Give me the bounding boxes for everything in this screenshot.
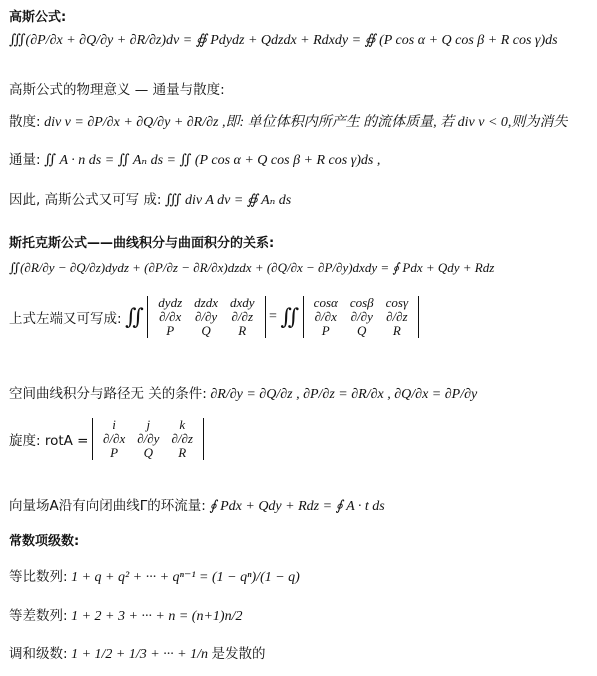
matrix-cell: Q <box>201 323 211 338</box>
geometric-label: 等比数列: <box>9 569 68 585</box>
flux-label: 通量: <box>9 152 41 168</box>
matrix-left <box>147 296 265 338</box>
matrix-cell: cosβ <box>349 295 374 310</box>
gauss-formula: ∭(∂P/∂x + ∂Q/∂y + ∂R/∂z)dv = ∯ Pdydz + Qdzdx + Rdxdy = ∯ (P cos α + Q cos β + R cos γ)ds <box>9 33 558 48</box>
gauss-meaning: 高斯公式的物理意义 — 通量与散度: <box>9 82 225 98</box>
matrix-cell: dydz <box>158 295 183 310</box>
matrix-cell: P <box>110 445 119 460</box>
stokes-rewrite-label: 上式左端又可写成: <box>9 311 122 327</box>
circulation-line <box>9 494 385 515</box>
matrix-cell: ∂/∂z <box>171 431 193 446</box>
matrix-cell: dxdy <box>229 295 255 310</box>
matrix-cell: Q <box>357 323 367 338</box>
flux-formula: ∬ A · n ds = ∬ Aₙ ds = ∬ (P cos α + Q cos β + R cos γ)ds , <box>44 153 381 168</box>
path-indep-formula: ∂R/∂y = ∂Q/∂z , ∂P/∂z = ∂R/∂x , ∂Q/∂x = ∂P/∂y <box>210 387 478 402</box>
matrix-cell: i <box>112 417 116 432</box>
matrix-cell: dzdx <box>194 295 218 310</box>
matrix-cell: cosγ <box>385 295 409 310</box>
circulation-formula: ∮ Pdx + Qdy + Rdz = ∮ A · t ds <box>209 499 385 514</box>
geometric-formula: 1 + q + q² + ··· + qⁿ⁻¹ = (1 − qⁿ)/(1 − q) <box>71 570 300 585</box>
matrix-cell: ∂/∂y <box>137 431 160 446</box>
matrix-cell: cosα <box>313 295 338 310</box>
double-integral-icon-2: ∬ <box>280 304 300 329</box>
matrix-cell: ∂/∂z <box>386 309 408 324</box>
gauss-rewrite-label: 因此, 高斯公式又可写 成: <box>9 192 162 208</box>
gauss-title: 高斯公式: <box>9 10 67 25</box>
divergence-line <box>9 110 567 131</box>
harmonic-label: 调和级数: <box>9 646 68 662</box>
matrix-cell: ∂/∂x <box>159 309 182 324</box>
divergence-text: div v = ∂P/∂x + ∂Q/∂y + ∂R/∂z ,即: 单位体积内所产生 的流体质量, 若 div v < 0,则为消失 <box>44 115 568 130</box>
stokes-rewrite-line: 上式左端又可写成: ∬ dydz dzdx dxdy ∂/∂x ∂/∂y ∂/∂z P Q R = ∬ cosα cosβ cosγ ∂/∂x ∂/∂y ∂/∂z P Q R <box>9 296 419 338</box>
flux-line <box>9 148 380 169</box>
geometric-line <box>9 565 300 586</box>
matrix-cell: P <box>166 323 175 338</box>
divergence-label: 散度: <box>9 114 41 130</box>
harmonic-line <box>9 642 266 663</box>
matrix-cell: j <box>146 417 151 432</box>
matrix-cell: ∂/∂y <box>350 309 373 324</box>
matrix-cell: ∂/∂x <box>102 431 126 446</box>
matrix-cell: R <box>238 323 247 338</box>
double-integral-icon: ∬ <box>125 304 144 329</box>
matrix-cell: Q <box>143 445 154 460</box>
path-indep-label: 空间曲线积分与路径无 关的条件: <box>9 386 207 402</box>
gauss-rewrite-formula: ∭ div A dv = ∯ Aₙ ds <box>164 193 292 208</box>
curl-line <box>9 418 204 460</box>
stokes-title: 斯托克斯公式——曲线积分与曲面积分的关系: <box>9 236 275 251</box>
matrix-curl <box>92 418 204 460</box>
series-title: 常数项级数: <box>9 534 80 549</box>
matrix-cell: k <box>179 417 186 432</box>
matrix-cell: ∂/∂z <box>231 309 254 324</box>
circulation-label: 向量场A沿有向闭曲线Γ的环流量: <box>9 498 206 514</box>
matrix-cell: ∂/∂x <box>314 309 337 324</box>
gauss-rewrite-line <box>9 188 291 209</box>
matrix-cell: R <box>392 323 401 338</box>
harmonic-formula: 1 + 1/2 + 1/3 + ··· + 1/n <box>71 647 209 662</box>
matrix-right <box>303 296 419 338</box>
arithmetic-formula: 1 + 2 + 3 + ··· + n = (n+1)n/2 <box>71 609 243 624</box>
arithmetic-label: 等差数列: <box>9 608 68 624</box>
stokes-formula: ∬(∂R/∂y − ∂Q/∂z)dydz + (∂P/∂z − ∂R/∂x)dzdx + (∂Q/∂x − ∂P/∂y)dxdy = ∮ Pdx + Qdy + Rdz <box>9 260 495 275</box>
matrix-cell: R <box>178 445 187 460</box>
path-indep-line <box>9 382 477 403</box>
arithmetic-line <box>9 604 242 625</box>
matrix-cell: ∂/∂y <box>194 309 218 324</box>
harmonic-suffix: 是发散的 <box>211 646 266 662</box>
matrix-cell: P <box>321 323 330 338</box>
curl-label: 旋度: rotA = <box>9 433 89 449</box>
